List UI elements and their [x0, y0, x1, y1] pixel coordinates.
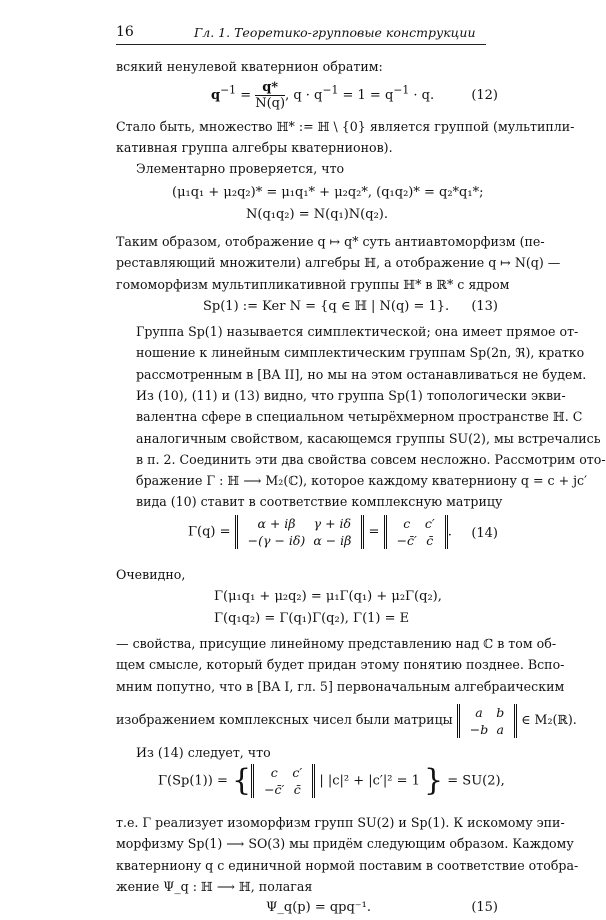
paragraph-4	[116, 231, 561, 295]
text-line: бражение Γ : ℍ ⟶ M₂(ℂ), которое каждому кватерниону q = c + jc′	[136, 473, 587, 489]
paragraph-5	[116, 321, 587, 385]
paragraph-9	[116, 742, 498, 763]
matrix: c c′ −c̄′ c̄	[384, 515, 448, 549]
text-line: валентна сфере в специальном четырёхмерном пространстве ℍ. С	[136, 409, 583, 425]
text-line: Из (14) следует, что	[136, 745, 271, 760]
equation-conjugation: (μ₁q₁ + μ₂q₂)* = μ₁q₁* + μ₂q₂*, (q₁q₂)* = q₂*q₁*;	[172, 185, 484, 200]
matrix: α + iβ γ + iδ −(γ − iδ) α − iβ	[235, 515, 365, 549]
paragraph-8	[116, 633, 565, 697]
text-line: жение Ψ_q : ℍ ⟶ ℍ, полагая	[116, 878, 313, 894]
fraction: $\frac{q*}{N(q)}$	[255, 80, 286, 111]
text-line: Из (10), (11) и (13) видно, что группа Sp(1) топологически экви-	[136, 388, 566, 403]
equation-norm: N(q₁q₂) = N(q₁)N(q₂).	[246, 207, 388, 222]
text-line: вида (10) ставит в соответствие комплексную матрицу	[136, 494, 503, 510]
text-line: аналогичным свойством, касающемся группы SU(2), мы встречались	[136, 430, 601, 446]
paragraph-8-last	[116, 700, 577, 740]
equation-gamma-linear: Γ(μ₁q₁ + μ₂q₂) = μ₁Γ(q₁) + μ₂Γ(q₂),	[214, 589, 442, 604]
text-line: в п. 2. Соединить эти два свойства совсем несложно. Рассмотрим ото-	[136, 451, 606, 467]
paragraph-1	[116, 56, 498, 77]
text-line: т.е. Γ реализует изоморфизм групп SU(2) и Sp(1). К искомому эпи-	[116, 815, 565, 830]
text-line: рассмотренным в [BA II], но мы на этом останавливаться не будем.	[136, 366, 587, 382]
equation-gamma-mult: Γ(q₁q₂) = Γ(q₁)Γ(q₂), Γ(1) = E	[214, 611, 410, 626]
chapter-title: Гл. 1. Теоретико-групповые конструкции	[194, 25, 476, 40]
paragraph-6	[116, 385, 606, 513]
text-line: Очевидно,	[116, 567, 186, 582]
equation-12	[116, 80, 498, 114]
text-line: Таким образом, отображение q ↦ q* суть антиавтоморфизм (пе-	[116, 234, 545, 249]
text-line: кватерниону q с единичной нормой поставим в соответствие отобра-	[116, 857, 579, 873]
text-line: — свойства, присущие линейному представлению над ℂ в том об-	[116, 636, 557, 651]
text-line: Элементарно проверяется, что	[136, 161, 345, 176]
text-line: мним попутно, что в [BA I, гл. 5] первоначальным алгебраическим	[116, 678, 565, 694]
text-line: Группа Sp(1) называется симплектической; она имеет прямое от-	[136, 324, 579, 339]
paragraph-7	[116, 564, 498, 585]
text-line: кативная группа алгебры кватернионов).	[116, 140, 393, 156]
equation-14	[116, 515, 498, 557]
text-line: морфизму Sp(1) ⟶ SO(3) мы придём следующим образом. Каждому	[116, 836, 574, 852]
text-line: всякий ненулевой кватернион обратим:	[116, 59, 383, 74]
text-line: Стало быть, множество ℍ* := ℍ \ {0} является группой (мультипли-	[116, 119, 575, 134]
equation-number: (13)	[471, 299, 498, 314]
page-number: 16	[116, 24, 134, 40]
equation-body: Γ(q) = α + iβ γ + iδ −(γ − iδ) α − iβ = c c′ −c̄′ c̄ .	[188, 516, 452, 548]
equation-15: Ψ_q(p) = qpq⁻¹. (15)	[266, 900, 498, 915]
text-line: реставляющий множители) алгебры ℍ, а отображение q ↦ N(q) —	[116, 255, 561, 271]
matrix: a b −b a	[457, 704, 518, 738]
paragraph-10	[116, 812, 579, 897]
equation-number: (12)	[471, 88, 498, 103]
text-line: ношение к линейным симплектическим группам Sp(2n, ℜ), кратко	[136, 345, 585, 361]
text-line: щем смысле, который будет придан этому понятию позднее. Вспо-	[116, 657, 565, 673]
equation-body: Γ(Sp(1)) = { c c′ −c̄′ c̄ | |c|² + |c′|² = 1 } = SU(2),	[158, 763, 505, 798]
paragraph-2	[116, 116, 575, 159]
header-rule	[116, 44, 486, 45]
running-header	[116, 24, 486, 42]
equation-sp1	[116, 763, 505, 808]
matrix: c c′ −c̄′ c̄	[251, 764, 315, 798]
text-line: изображением комплексных чисел были матрицы a b −b a ∈ M₂(ℝ).	[116, 704, 577, 737]
equation-number: (14)	[471, 526, 498, 541]
equation-number: (15)	[471, 900, 498, 915]
equation-body: $q^{-1}$ = $\frac{q*}{N(q)}$ , $q \cdot q^{-1} = 1 = q^{-1} \cdot q$.	[211, 80, 435, 111]
paragraph-3	[116, 158, 498, 179]
text-line: гомоморфизм мультипликативной группы ℍ* в ℝ* с ядром	[116, 276, 510, 292]
equation-13: Sp(1) := Ker N = {q ∈ ℍ | N(q) = 1}. (13)	[203, 299, 498, 314]
